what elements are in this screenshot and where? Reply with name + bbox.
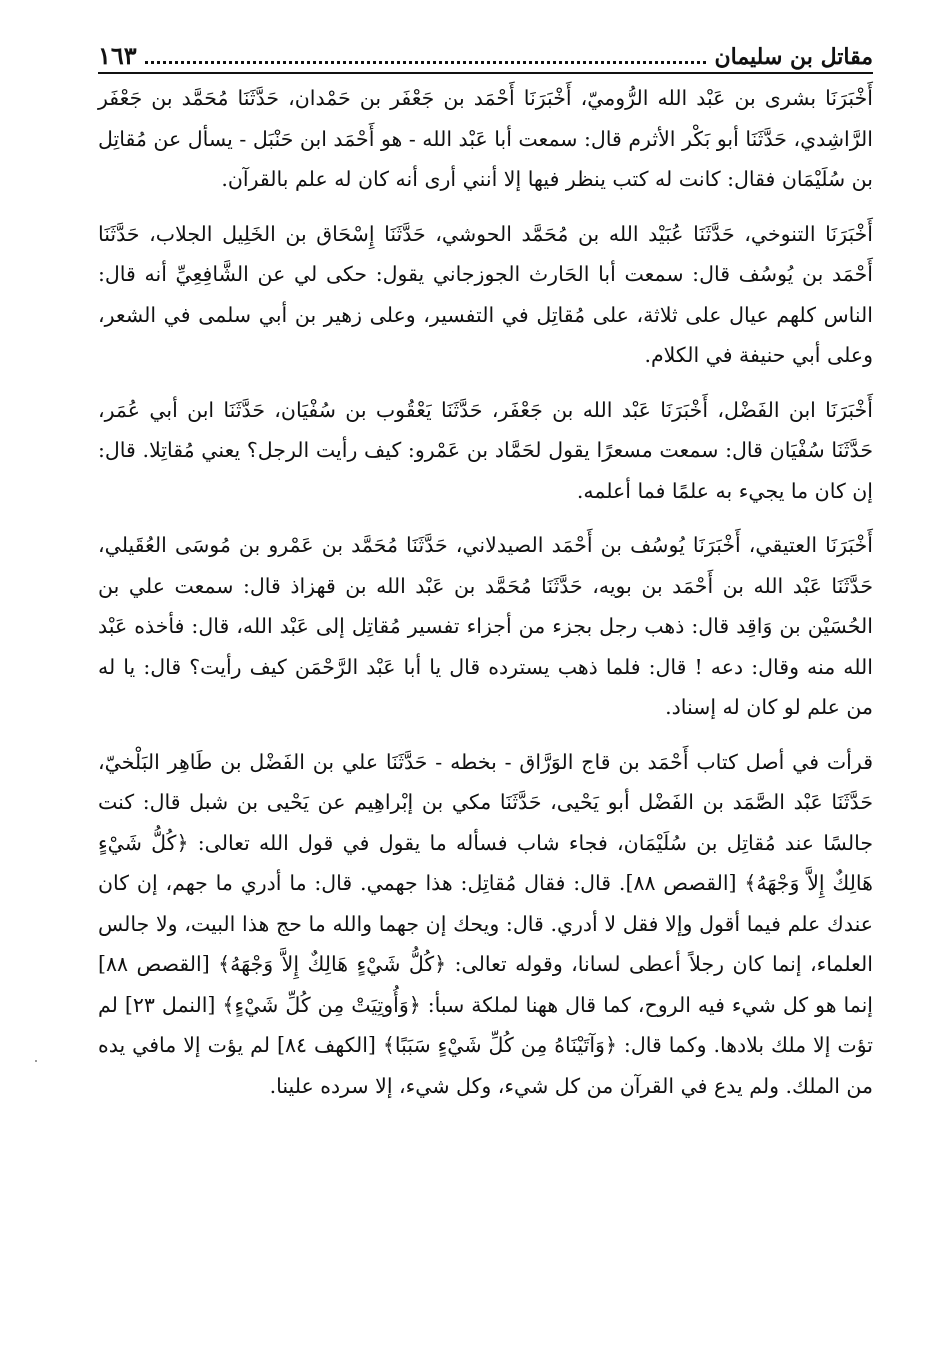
paragraph-3: أَخْبَرَنَا ابن الفَضْل، أَخْبَرَنَا عَبْد الله بن جَعْفَر، حَدَّثَنَا يَعْقُوب بن سُفْيَان، حَدَّثَنَا ابن أبي عُمَر، حَدَّثَنَا سُفْيَان قال: سمعت مسعرًا يقول لحَمَّاد بن عَمْرو: كيف رأيت الرجل؟ يعني مُقاتِلا. قال: إن كان ما يجيء به علمًا فما أعلمه. xyxy=(98,397,873,503)
body-text xyxy=(98,78,873,1106)
page-number: ١٦٣ xyxy=(98,41,137,70)
paragraph-5: قرأت في أصل كتاب أَحْمَد بن قاج الوَرَّاق - بخطه - حَدَّثَنَا علي بن الفَضْل بن طَاهِر البَلْخيّ، حَدَّثَنَا عَبْد الصَّمَد بن الفَضْل أبو يَحْيى، حَدَّثَنَا مكي بن إبْراهِيم عن يَحْيى بن شبل قال: كنت جالسًا عند مُقاتِل بن سُلَيْمَان، فجاء شاب فسأله ما يقول في قول الله تعالى: ﴿كُلُّ شَيْءٍ هَالِكٌ إِلاَّ وَجْهَهُ﴾ [القصص ٨٨]. قال: فقال مُقاتِل: هذا جهمي. قال: ما أدري ما جهم، إن كان عندك علم فيما أقول وإلا فقل لا أدري. قال: ويحك إن جهما والله ما حج هذا البيت، ولا جالس العلماء، إنما كان رجلاً أعطى لسانا، وقوله تعالى: ﴿كُلُّ شَيْءٍ هَالِكٌ إِلاَّ وَجْهَهُ﴾ [القصص ٨٨] إنما هو كل شيء فيه الروح، كما قال ههنا لملكة سبأ: ﴿وَأُوتِيَتْ مِن كُلِّ شَيْءٍ﴾ [النمل ٢٣] لم تؤت إلا ملك بلادها. وكما قال: ﴿وَآتَيْنَاهُ مِن كُلِّ شَيْءٍ سَبَبًا﴾ [الكهف ٨٤] لم يؤت إلا مافي يده من الملك. ولم يدع في القرآن من كل شيء، وكل شيء، إلا سرده علينا. xyxy=(98,749,874,1098)
paragraph-2: أَخْبَرَنَا التنوخي، حَدَّثَنَا عُبَيْد الله بن مُحَمَّد الحوشي، حَدَّثَنَا إِسْحَاق بن الخَلِيل الجلاب، حَدَّثَنَا أَحْمَد بن يُوسُف قال: سمعت أبا الحَارث الجوزجاني يقول: حكى لي عن الشَّافِعِيِّ أنه قال: الناس كلهم عيال على ثلاثة، على مُقاتِل في التفسير، وعلى زهير بن أبي سلمى في الشعر، وعلى أبي حنيفة في الكلام. xyxy=(98,221,873,367)
running-header xyxy=(98,28,873,74)
book-page xyxy=(98,28,873,1338)
running-header-title: مقاتل بن سليمان xyxy=(714,44,873,70)
header-dot-leader xyxy=(145,61,707,64)
paragraph-1: أَخْبَرَنَا بشرى بن عَبْد الله الرُّوميّ، أَخْبَرَنَا أَحْمَد بن جَعْفَر بن حَمْدان، حَدَّثَنَا مُحَمَّد بن جَعْفَر الرَّاشِدي، حَدَّثَنَا أبو بَكْر الأثرم قال: سمعت أبا عَبْد الله - هو أَحْمَد ابن حَنْبَل - يسأل عن مُقاتِل بن سُلَيْمَان فقال: كانت له كتب ينظر فيها إلا أنني أرى أنه كان له علم بالقرآن. xyxy=(98,86,873,191)
scan-speck xyxy=(35,1060,37,1062)
paragraph-4: أَخْبَرَنَا العتيقي، أَخْبَرَنَا يُوسُف بن أَحْمَد الصيدلاني، حَدَّثَنَا مُحَمَّد بن عَمْرو بن مُوسَى العُقَيلي، حَدَّثَنَا عَبْد الله بن أَحْمَد بن بويه، حَدَّثَنَا مُحَمَّد بن عَبْد الله بن قهزاذ قال: سمعت علي بن الحُسَيْن بن وَاقِد قال: ذهب رجل بجزء من أجزاء تفسير مُقاتِل إلى عَبْد الله، قال: فأخذه عَبْد الله منه وقال: دعه ! قال: فلما ذهب يسترده قال يا أبا عَبْد الرَّحْمَن كيف رأيت؟ قال: يا له من علم لو كان له إسناد. xyxy=(98,533,873,719)
